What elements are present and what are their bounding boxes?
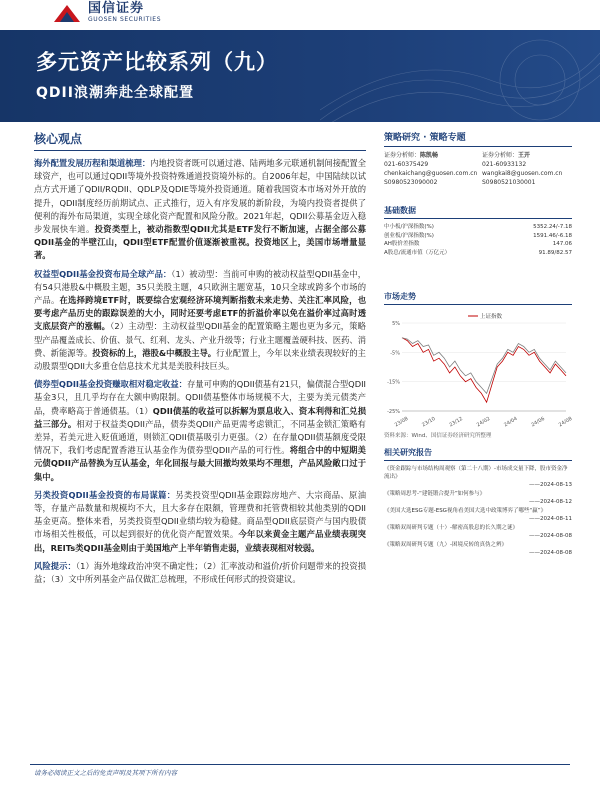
y-tick-label: -5% [390,350,400,357]
y-tick-label: -15% [387,379,400,386]
related-report-item[interactable]: 《策略双周研判专题（九）-困境反转的真伪之辨》 ——2024-08-08 [384,542,572,556]
basic-data-row: A股总/流通市值（万亿元） 91.89/82.57 [384,249,572,256]
para-risk: 风险提示：（1）海外地缘政治冲突不确定性；（2）汇率波动和溢价/折价问题带来的投资损益；（3）文中所列基金产品仅做汇总梳理，不形成任何形式的投资建议。 [34,560,366,585]
footer-divider [30,764,570,765]
para-bond: 债券型QDII基金投资赚取相对稳定收益：存量可申购的QDII债基有21只，偏债混合型QDII基金3只，且几乎均存在大额申购限制。QDII债基整体市场规模不大，主要为美元债类产品，费率略高于普通债基。（1）QDII债基的收益可以拆解为票息收入、资本利得和汇兑损益三部分。相对于权益类QDII产品，债券类QDII产品更需考虑锁汇，不同基金锁汇策略有差异，若美元进入贬值通道，则锁汇QDII债基吸引力更强。（2）在存量QDII债基额度受限情况下，我们考虑配置香港互认基金作为债券型QDII产品的可行性。将组合中的中短期美元债QDII产品替换为互认基金，年化回报与最大回撤均效果均不理想，产品风险敞口过于集中。 [34,379,367,482]
x-tick-label: 24/02 [475,415,492,429]
y-tick-label: -25% [387,409,400,415]
x-tick-label: 24/04 [503,415,519,429]
banner-deco-graphic [320,30,600,122]
footer-disclaimer: 请务必阅读正文之后的免责声明及其项下所有内容 [34,769,177,777]
logo-cn: 国信证券 [88,1,145,16]
report-type: 策略研究 · 策略专题 [384,130,572,147]
related-report-item[interactable]: 《策略周思考-“建链锻合提升”如何参与》 ——2024-08-12 [384,491,572,505]
market-chart [384,309,572,429]
related-title: 相关研究报告 [384,447,572,461]
analyst-2: 证券分析师：王开 021-60933132 wangkai8@guosen.com.cn S0980521030001 [482,152,563,186]
logo-icon [52,2,82,24]
y-tick-label: 5% [392,321,400,327]
core-divider [34,150,366,151]
para-equity: 权益型QDII基金投资布局全球产品：（1）被动型：当前可申购的被动权益型QDII基金中，有54只港股&中概股主题，35只美股主题，4只欧洲主题宽基，10只全球或跨多个市场的产品。在选择跨境ETF时，既要综合宏观经济环境判断指数未来走势、关注汇率风险，也要考虑产品历史的跟踪误差的大小，同时还要考虑ETF的折溢价率以免在溢价率过高时透支底层资产的涨幅。（2）主动型：主动权益型QDII基金的配置策略主题也更为多元，策略型产品覆盖成长、价值、景气、红利、龙头、产业升级等；行业主题覆盖硬科技、医药、消费、新能源等。投资标的上，港股&中概股主导。行业配置上，今年以来业绩表现较好的主动股票型QDII大多重仓信息技术尤其是美股科技巨头。 [34,268,366,372]
market-chart-svg [384,309,572,429]
x-tick-label: 23/10 [421,415,437,429]
chart-source: 资料来源：Wind、国信证券经济研究所整理 [384,433,492,439]
logo-en: GUOSEN SECURITIES [88,16,162,23]
report-title: 多元资产比较系列（九） [36,50,278,74]
core-title: 核心观点 [34,132,83,146]
title-banner [0,30,600,122]
report-subtitle: QDII浪潮奔赴全球配置 [36,85,194,101]
market-trend-title: 市场走势 [384,291,572,305]
x-tick-label: 24/06 [530,415,546,429]
analysts [384,151,572,187]
para-alternative: 另类投资QDII基金投资的布局谋篇：另类投资型QDII基金跟踪房地产、大宗商品、原油等，存量产品数量和规模均不大，且大多存在限额，管理费和托管费相较其他类别的QDII基金更高。整体来看，另类投资型QDII业绩均较为稳健。商品型QDII底层资产与国内股债市场相关性极低，可以起到很好的优化资产配置效果。今年以来黄金主题产品业绩表现突出，REITs类QDII基金则由于美国地产上半年销售走弱，业绩表现相对较弱。 [34,489,366,553]
related-report-item[interactable]: 《美国大选ESG专题-ESG视角看美国大选中政策博弈了哪些“赢”》 ——2024-08-11 [384,508,572,522]
basic-data-title: 基础数据 [384,205,572,219]
basic-data-table [384,223,572,257]
basic-data-row: 中小板/沪深指数(%) 5352.24/-7.18 [384,224,572,230]
basic-data-row: 创业板/沪深指数(%) 1591.46/-6.18 [384,232,572,239]
top-bar [0,0,600,30]
core-viewpoints [34,130,366,591]
legend-label: 上证指数 [480,314,503,320]
x-tick-label: 23/12 [448,415,464,429]
logo [52,2,161,24]
series-line-1 [402,338,566,394]
basic-data-row: AH股价差指数 147.06 [384,241,572,247]
x-tick-label: 24/08 [557,415,572,429]
related-report-item[interactable]: 《策略双周研判专题（十）-解密高股息的长久期之谜》 ——2024-08-08 [384,525,572,539]
related-reports [384,465,572,557]
analyst-1: 证券分析师：陈凯畅 021-60375429 chenkaichang@guosen.com.cn S0980523090002 [384,152,478,186]
related-report-item[interactable]: 《资金跟踪与市场结构周观察（第二十八期）-市场成交量下降，股市资金净流出》 ——2024-08-13 [384,466,572,488]
para-overview: 海外配置发展历程和渠道梳理：内地投资者既可以通过港、陆两地多元联通机制间接配置全球资产，也可以通过QDII等境外投资特殊通道投资境外标的。自2006年起，中国陆续以试点方式开通了QDII/RQDII、QDLP及QDIE等境外投资通道。随着我国资本市场对外开放的提升，QDII制度经历前期试点、正式推行，迈入有序发展的新阶段，为境内投资者提供了便利的海外布局渠道，实现全球化资产配置和风险分散。2021年起，QDII公募基金迈入稳步发展快车道。投资类型上，被动指数型QDII尤其是ETF发行不断加速，占据全部公募QDII基金的半壁江山，QDII型ETF配置价值逐渐被重视。投资地区上，美国市场增量显著。 [34,158,366,261]
sidebar [384,130,572,558]
x-tick-label: 23/08 [393,415,410,429]
series-line-0 [402,338,566,403]
